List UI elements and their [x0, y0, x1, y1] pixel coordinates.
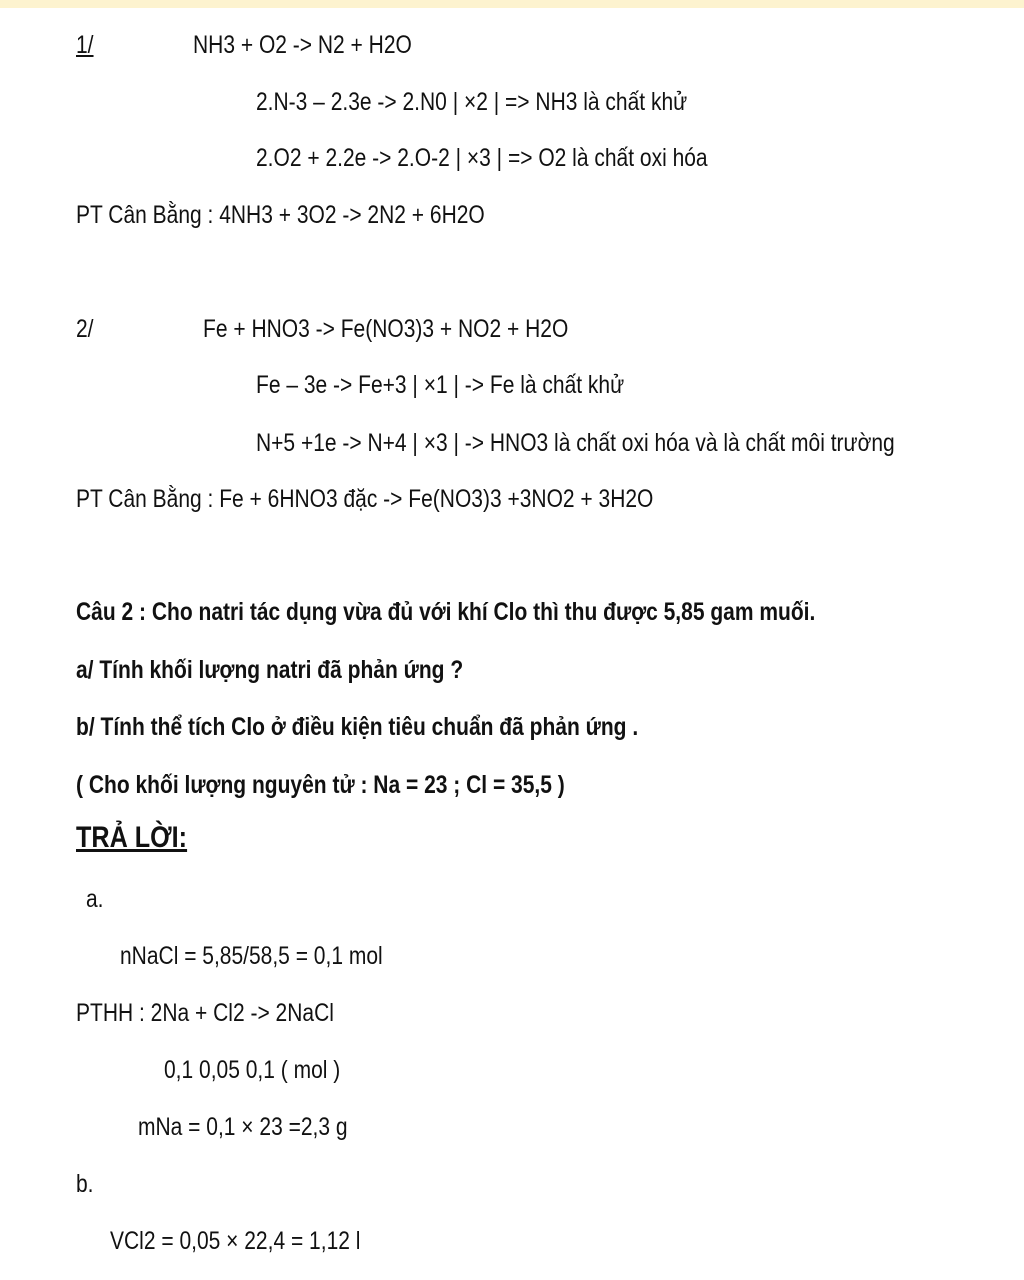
answer-pthh: PTHH : 2Na + Cl2 -> 2NaCl — [76, 999, 334, 1027]
question2-given-data: ( Cho khối lượng nguyên tử : Na = 23 ; Cl = 35,5 ) — [76, 771, 565, 799]
question2-prompt: Câu 2 : Cho natri tác dụng vừa đủ với khí Clo thì thu được 5,85 gam muối. — [76, 598, 816, 626]
answer-n-nacl: nNaCl = 5,85/58,5 = 0,1 mol — [120, 942, 383, 970]
section2-balanced-equation: PT Cân Bằng : Fe + 6HNO3 đặc -> Fe(NO3)3 +3NO2 + 3H2O — [76, 485, 654, 513]
question2-part-a: a/ Tính khối lượng natri đã phản ứng ? — [76, 656, 464, 684]
section1-equation: NH3 + O2 -> N2 + H2O — [193, 31, 412, 59]
answer-v-cl2: VCl2 = 0,05 × 22,4 = 1,12 l — [110, 1227, 361, 1255]
question2-part-b: b/ Tính thể tích Clo ở điều kiện tiêu chuẩn đã phản ứng . — [76, 713, 639, 741]
section2-equation: Fe + HNO3 -> Fe(NO3)3 + NO2 + H2O — [203, 315, 569, 343]
answer-b-label: b. — [76, 1170, 94, 1198]
top-highlight-strip — [0, 0, 1024, 8]
section1-number: 1/ — [76, 31, 94, 59]
answer-heading: TRẢ LỜI: — [76, 821, 188, 854]
section2-half-reaction-2: N+5 +1e -> N+4 | ×3 | -> HNO3 là chất oxi hóa và là chất môi trường — [256, 429, 895, 457]
section2-number: 2/ — [76, 315, 94, 343]
answer-a-label: a. — [86, 885, 104, 913]
section1-half-reaction-1: 2.N-3 – 2.3e -> 2.N0 | ×2 | => NH3 là chất khử — [256, 88, 688, 116]
section2-half-reaction-1: Fe – 3e -> Fe+3 | ×1 | -> Fe là chất khử — [256, 371, 625, 399]
answer-m-na: mNa = 0,1 × 23 =2,3 g — [138, 1113, 348, 1141]
answer-moles-row: 0,1 0,05 0,1 ( mol ) — [164, 1056, 341, 1084]
section1-balanced-equation: PT Cân Bằng : 4NH3 + 3O2 -> 2N2 + 6H2O — [76, 201, 485, 229]
section1-half-reaction-2: 2.O2 + 2.2e -> 2.O-2 | ×3 | => O2 là chất oxi hóa — [256, 144, 708, 172]
